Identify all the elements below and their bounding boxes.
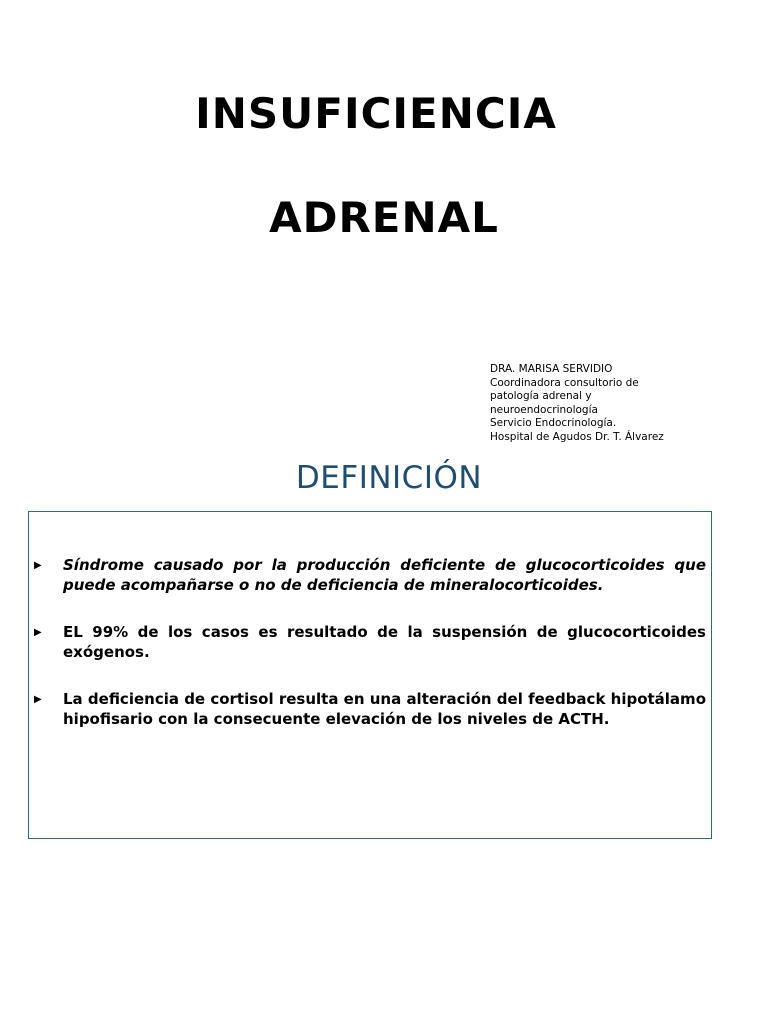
author-block [490, 363, 690, 443]
bullet-text-3: La deficiencia de cortisol resulta en una alteración del feedback hipotálamo hipofisario con la consecuente elevación de los niveles de ACTH. [63, 690, 706, 728]
author-specialty: neuroendocrinología [490, 403, 598, 416]
bullet-marker-icon: ▶ [34, 560, 42, 571]
author-role: Coordinadora consultorio de [490, 376, 639, 389]
bullet-text-2: EL 99% de los casos es resultado de la suspensión de glucocorticoides exógenos. [63, 623, 706, 661]
title-line-1: INSUFICIENCIA [195, 89, 557, 138]
bullet-marker-icon: ▶ [34, 694, 42, 705]
author-name: DRA. MARISA SERVIDIO [490, 363, 613, 375]
title-line-2: ADRENAL [269, 193, 499, 242]
author-role-cont: patología adrenal y [490, 390, 592, 403]
bullet-text-1: Síndrome causado por la producción deficiente de glucocorticoides que puede acompañarse o no de deficiencia de mineralocorticoides. [63, 556, 706, 594]
author-service: Servicio Endocrinología. [490, 417, 617, 430]
section-title: DEFINICIÓN [295, 460, 483, 496]
bullet-marker-icon: ▶ [34, 627, 42, 638]
author-hospital: Hospital de Agudos Dr. T. Álvarez [490, 430, 664, 443]
